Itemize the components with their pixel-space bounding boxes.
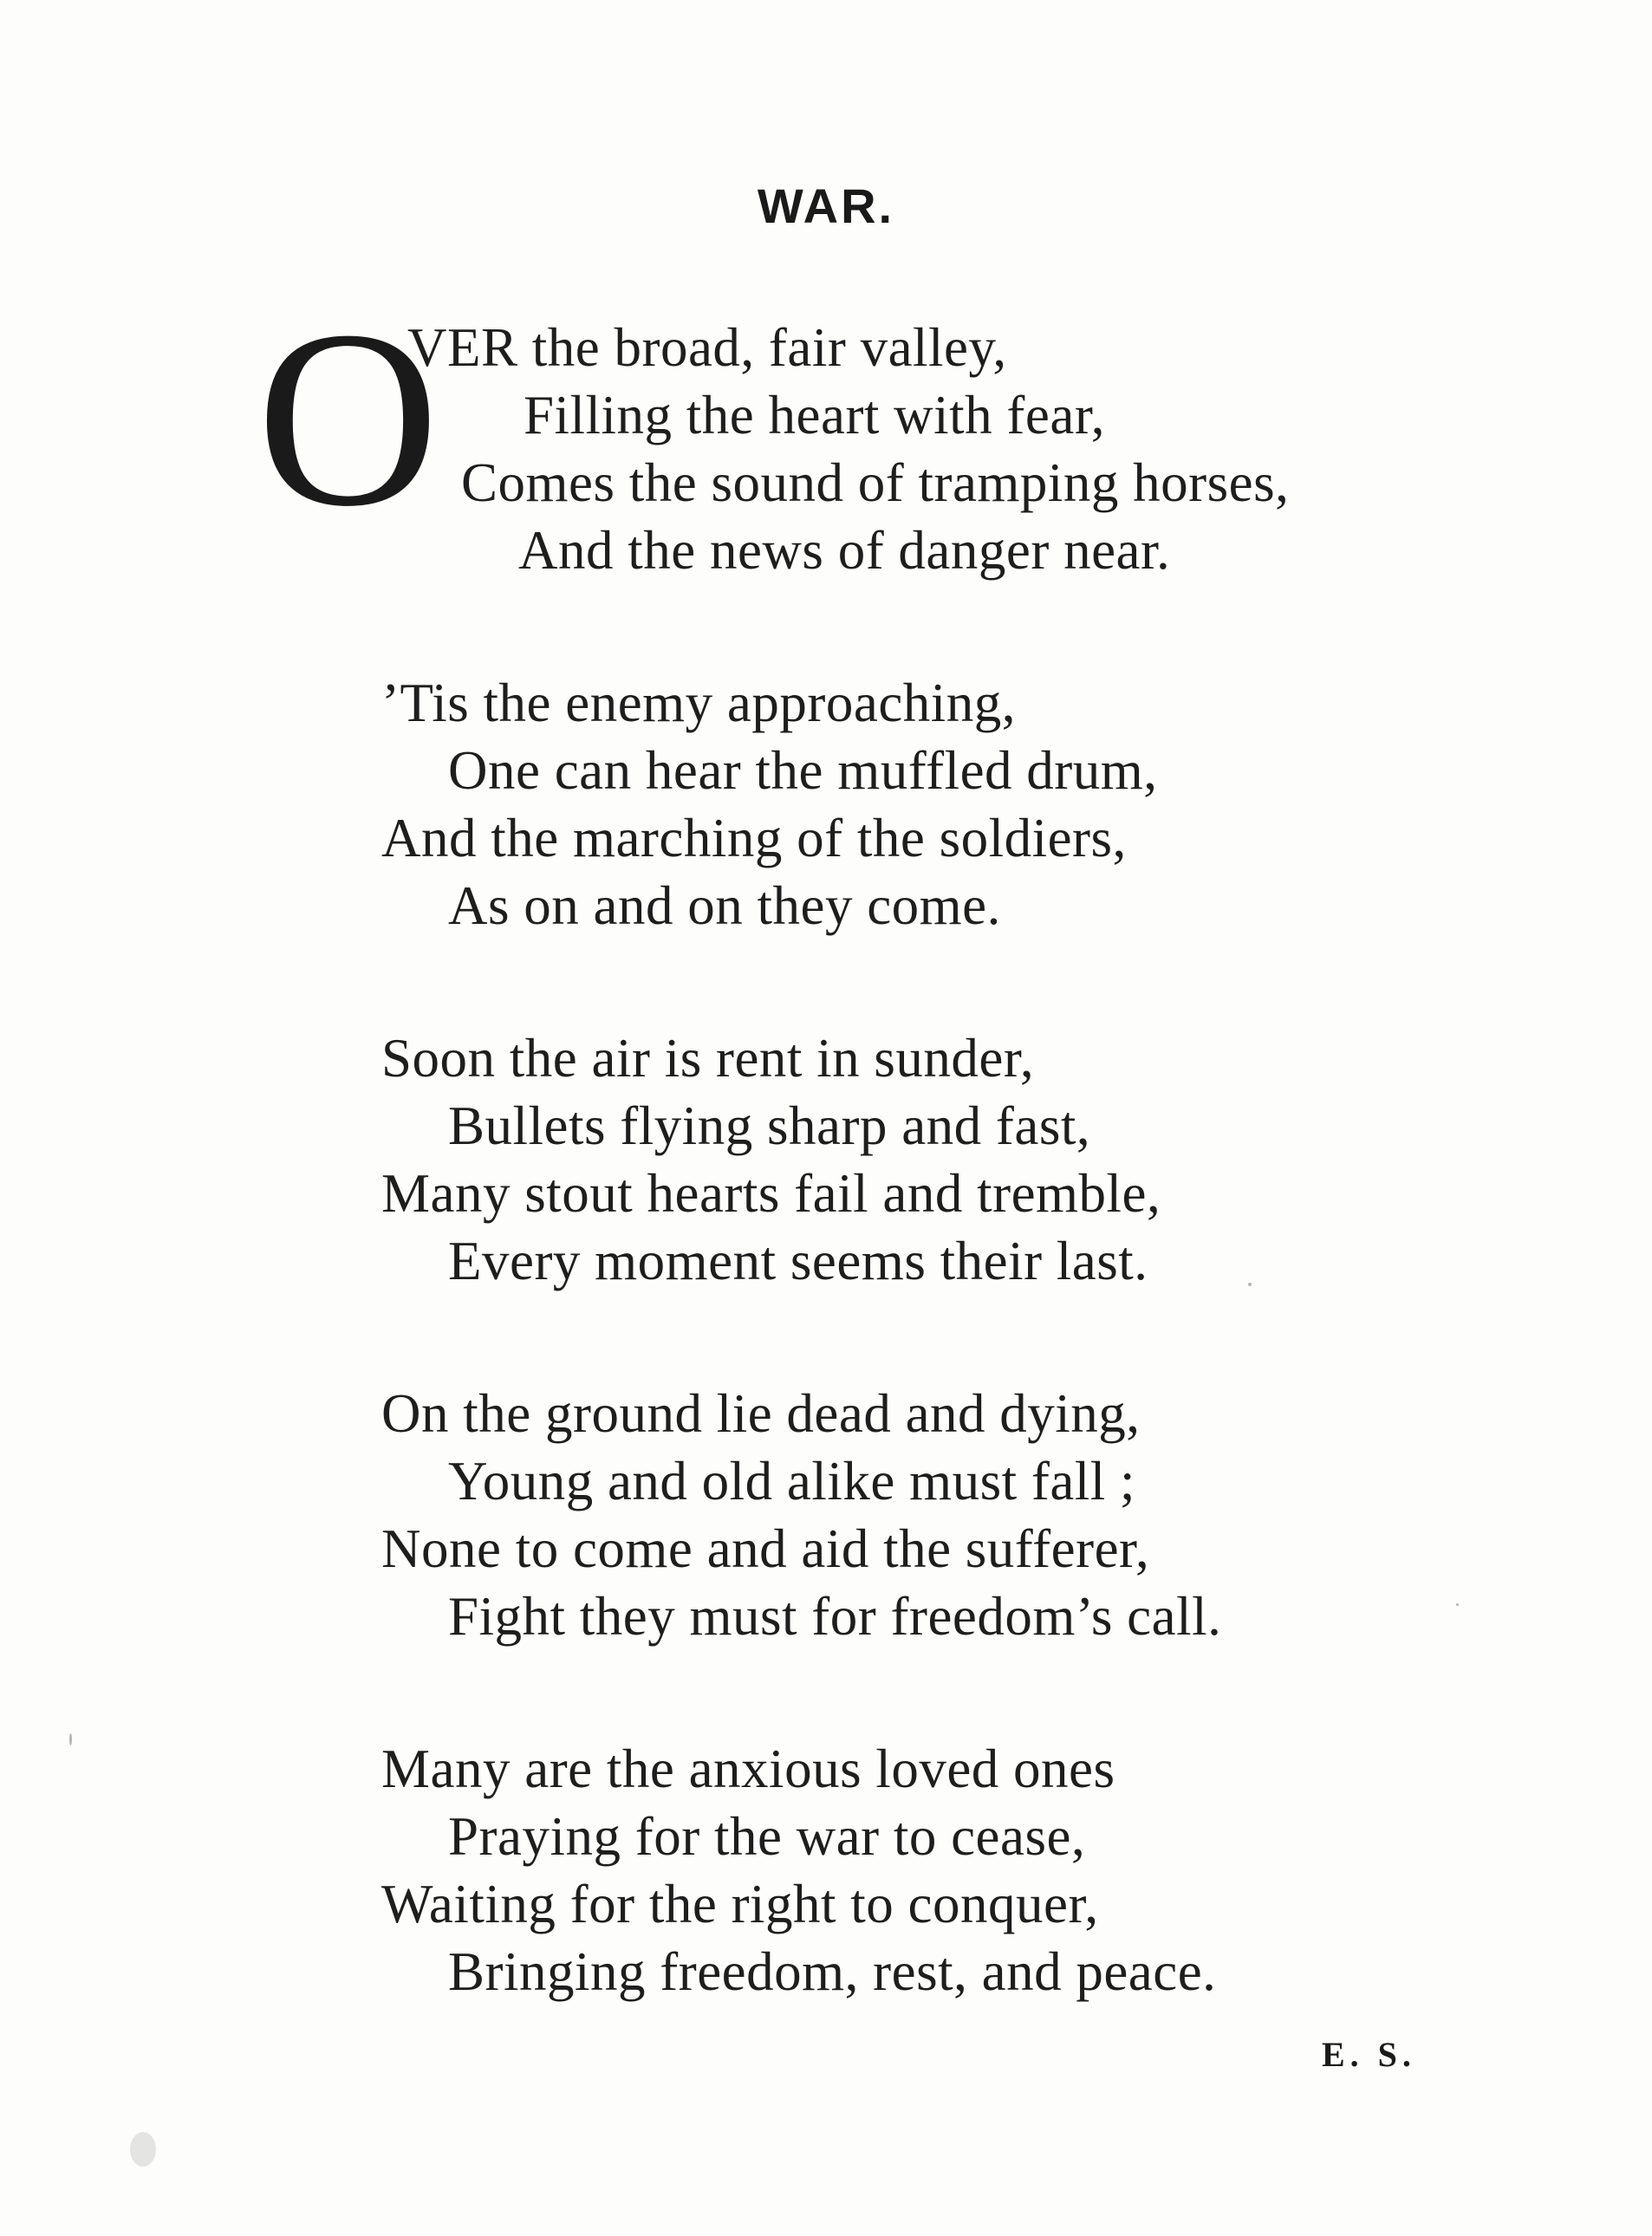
poem-line: As on and on they come.	[448, 875, 1001, 936]
scan-speck	[130, 2132, 156, 2167]
poem-line: Fight they must for freedom’s call.	[448, 1586, 1222, 1647]
poem-line: Many are the anxious loved ones	[381, 1739, 1115, 1799]
scan-speck	[69, 1733, 72, 1745]
poem-line: Soon the air is rent in sunder,	[381, 1028, 1035, 1089]
poem-title: WAR.	[757, 179, 895, 233]
poem-line: Bullets flying sharp and fast,	[448, 1095, 1091, 1156]
poem-line: Praying for the war to cease,	[448, 1806, 1086, 1867]
author-initials: E. S.	[1322, 2035, 1416, 2074]
poem-line: And the news of danger near.	[518, 520, 1171, 581]
poem-line: Comes the sound of tramping horses,	[461, 452, 1290, 513]
poem-line: Bringing freedom, rest, and peace.	[448, 1941, 1217, 2002]
poem-line: Filling the heart with fear,	[524, 385, 1106, 445]
scan-speck	[1456, 1603, 1459, 1606]
poem-line: Young and old alike must fall ;	[448, 1451, 1136, 1511]
poem-line: ’Tis the enemy approaching,	[381, 673, 1017, 733]
poem-line: Waiting for the right to conquer,	[381, 1874, 1099, 1934]
poem-line: VER the broad, fair valley,	[407, 317, 1007, 378]
drop-cap-letter: O	[257, 279, 439, 559]
poem-line: On the ground lie dead and dying,	[381, 1383, 1141, 1444]
poem-line: And the marching of the soldiers,	[381, 808, 1127, 868]
scan-speck	[1248, 1283, 1252, 1286]
poem-line: One can hear the muffled drum,	[448, 740, 1158, 801]
poem-line: Many stout hearts fail and tremble,	[381, 1163, 1161, 1224]
poem-line: None to come and aid the sufferer,	[381, 1518, 1150, 1579]
poem-line: Every moment seems their last.	[448, 1231, 1148, 1291]
